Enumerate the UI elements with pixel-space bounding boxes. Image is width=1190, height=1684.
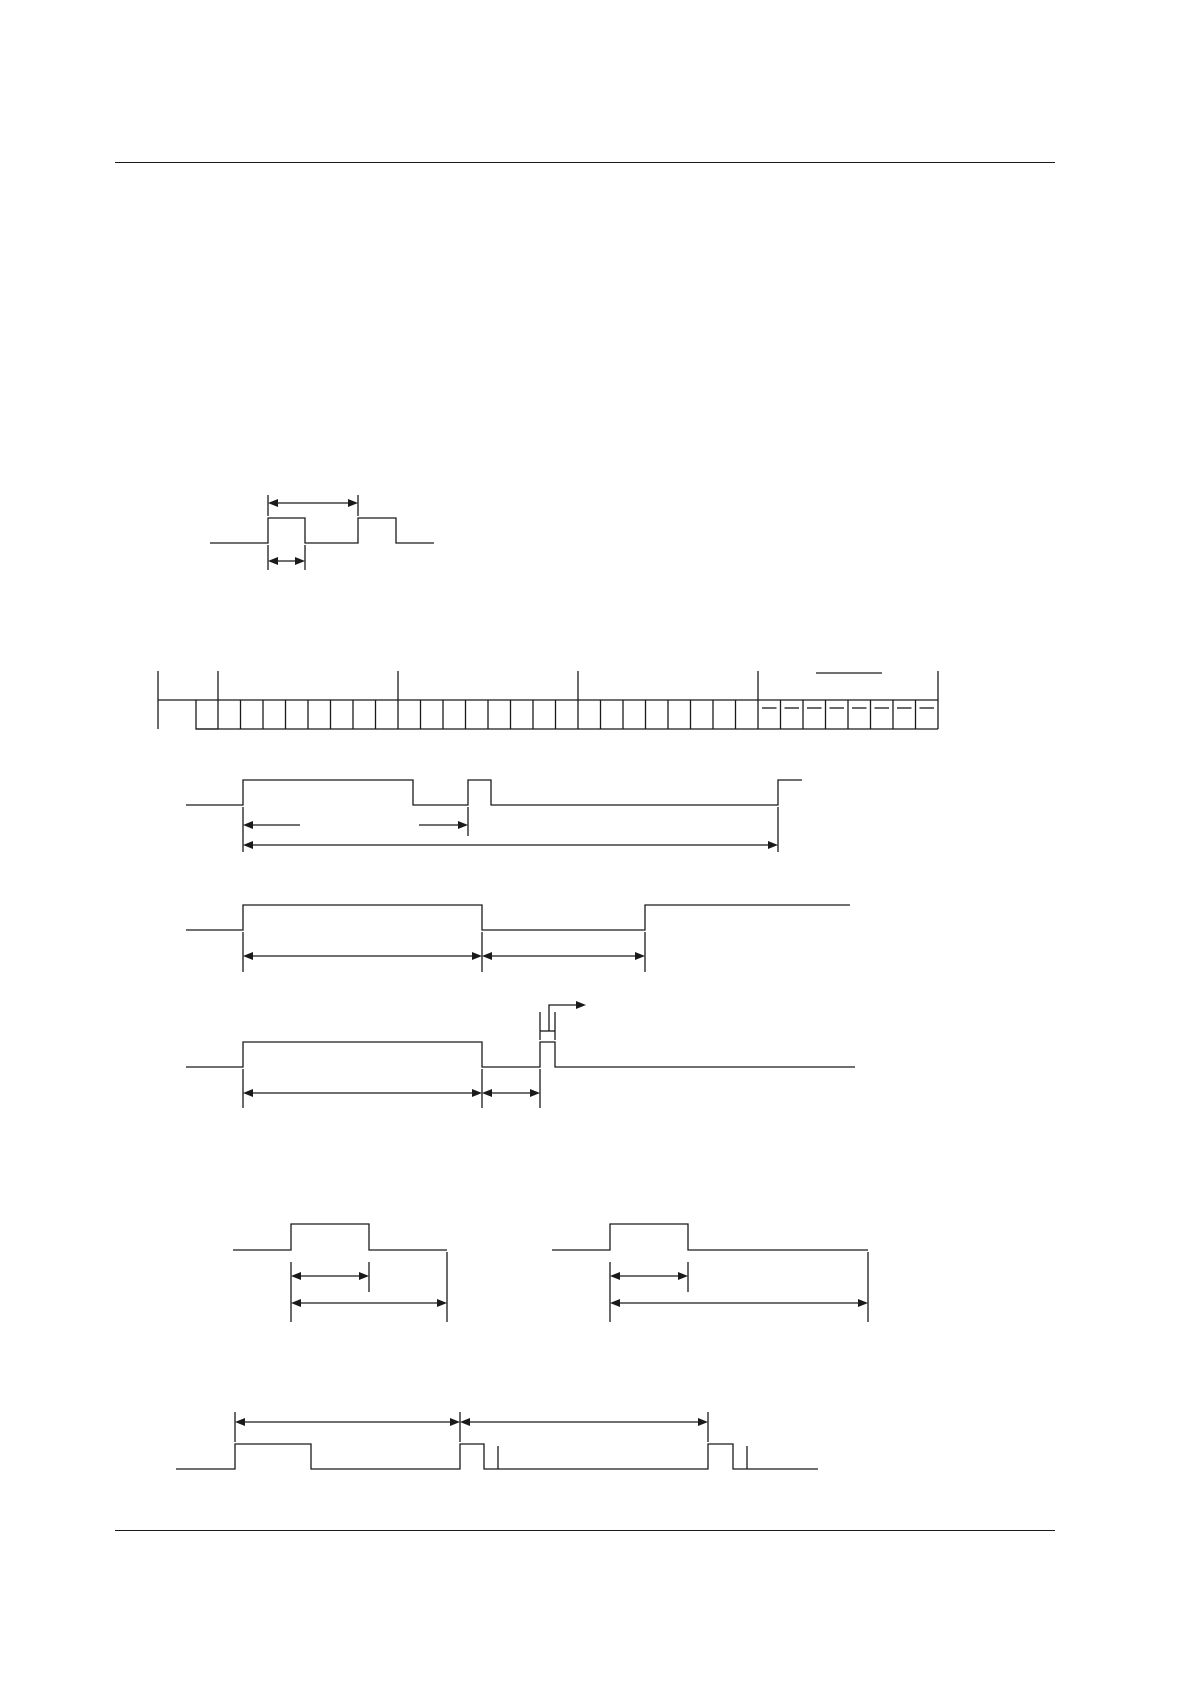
arrowhead	[291, 1272, 301, 1280]
arrowhead	[635, 952, 645, 960]
arrowhead	[610, 1272, 620, 1280]
arrowhead	[243, 952, 253, 960]
waveform-a	[186, 780, 802, 805]
arrowhead	[530, 1089, 540, 1097]
arrowhead	[858, 1299, 868, 1307]
waveform-c-figure	[186, 1001, 855, 1108]
pulse-period-figure	[210, 495, 434, 570]
arrowhead	[235, 1418, 245, 1426]
arrowhead	[472, 952, 482, 960]
arrowhead	[243, 1089, 253, 1097]
start-waveform	[158, 700, 218, 729]
arrowhead	[768, 841, 778, 849]
arrowhead	[348, 499, 358, 507]
arrowhead	[295, 557, 305, 565]
waveform-b	[186, 905, 850, 930]
arrowhead	[576, 1001, 586, 1009]
bit-right-figure	[552, 1224, 868, 1322]
arrowhead	[243, 841, 253, 849]
repeat-sequence-figure	[176, 1412, 818, 1469]
repeat-waveform	[176, 1444, 818, 1469]
arrowhead	[243, 821, 253, 829]
callout-leader	[549, 1005, 578, 1031]
waveform-b-figure	[186, 905, 850, 972]
arrowhead	[450, 1418, 460, 1426]
waveform-c	[186, 1042, 855, 1067]
arrowhead	[460, 1418, 470, 1426]
arrowhead	[359, 1272, 369, 1280]
arrowhead	[437, 1299, 447, 1307]
bit-left-figure	[233, 1224, 447, 1322]
arrowhead	[698, 1418, 708, 1426]
frame-bit-layout-figure	[158, 671, 938, 729]
pulse-waveform	[210, 518, 434, 543]
arrowhead	[482, 952, 492, 960]
arrowhead	[610, 1299, 620, 1307]
arrowhead	[458, 821, 468, 829]
arrowhead	[678, 1272, 688, 1280]
bit-left-waveform	[233, 1224, 447, 1250]
arrowhead	[268, 499, 278, 507]
arrowhead	[268, 557, 278, 565]
arrowhead	[472, 1089, 482, 1097]
bit-right-waveform	[552, 1224, 868, 1250]
arrowhead	[291, 1299, 301, 1307]
waveform-a-figure	[186, 780, 802, 852]
arrowhead	[482, 1089, 492, 1097]
